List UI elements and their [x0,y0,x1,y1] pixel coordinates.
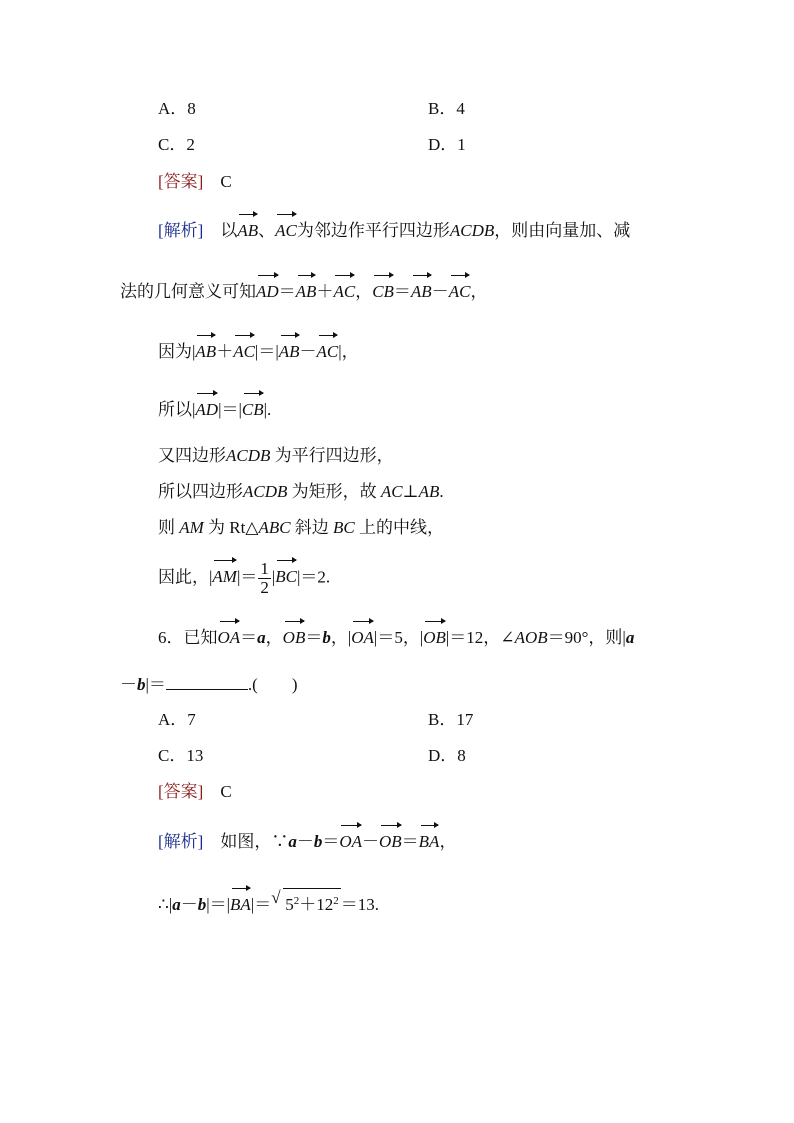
q5-option-a: A．8 [158,99,196,118]
q5-explain-line-3: 因为|AB＋AC|＝|AB－AC|， [158,338,359,364]
vector-ab: AB [237,217,258,243]
vector-symbol: AC [233,338,255,364]
vector-symbol: CB [242,396,264,422]
vector-ad: AD [256,278,279,304]
q5-explain-line-8: 因此，|AM|＝ $\frac{1}{2}$ |BC|＝2. [158,559,331,597]
answer-value: C [220,172,232,191]
vector-symbol: AC [449,278,471,304]
vector-symbol: OA [339,828,362,854]
fraction-one-half: $\frac{1}{2}$ [260,559,269,597]
q6-option-a: A．7 [158,710,196,729]
vector-symbol: AC [333,278,355,304]
q5-answer [158,170,232,194]
q5-option-d: D．1 [428,135,466,154]
vector-symbol: AB [411,278,432,304]
q6-explain-line-2: ∴|a－b|＝|BA|＝ √ $5^2+12^2 =13$. [158,888,379,917]
q6-stem-line-1: 6．已知OA＝a，OB＝b，|OA|＝5，|OB|＝12，∠AOB＝90°，则|a [158,624,634,650]
q6-explain-line-1: [解析] 如图，∵a－b＝OA－OB＝BA， [158,828,456,854]
q5-explain-line-1: [解析] 以AB、AC为邻边作平行四边形ACDB，则由向量加、减 [158,217,630,243]
vector-symbol: AB [279,338,300,364]
vector-ac: AC [275,217,297,243]
vector-symbol: AD [195,396,218,422]
q5-option-b: B．4 [428,99,465,118]
answer-tag: [答案] [158,172,204,191]
explain-tag: [解析] [158,832,204,851]
q5-explain-line-4: 所以|AD|＝|CB|. [158,396,271,422]
q5-explain-line-6: 所以四边形ACDB 为矩形，故 AC⊥AB. [158,482,444,501]
q5-option-c: C．2 [158,135,195,154]
q5-explain-line-5: 又四边形ACDB 为平行四边形， [158,446,394,465]
explain-tag: [解析] [158,221,204,240]
answer-value: C [220,782,232,801]
q6-option-b: B．17 [428,710,474,729]
square-root: √ $5^2+12^2$ [271,888,341,917]
vector-oa: OA [218,624,241,650]
vector-symbol: OA [351,624,374,650]
answer-tag: [答案] [158,782,204,801]
q5-explain-line-7: 则 AM 为 Rt△ABC 斜边 BC 上的中线， [158,518,445,537]
vector-symbol: AB [296,278,317,304]
vector-am: AM [212,563,237,589]
vector-symbol: OB [423,624,446,650]
vector-symbol: OB [379,828,402,854]
vector-cb: CB [372,278,394,304]
q6-stem-line-2: －b|＝ .( ) [120,675,298,694]
q6-answer [158,780,232,804]
q5-explain-line-2: 法的几何意义可知AD＝AB＋AC，CB＝AB－AC， [120,278,487,304]
vector-bc: BC [275,563,297,589]
vector-symbol: BA [230,891,251,917]
q6-option-c: C．13 [158,746,204,765]
vector-symbol: AB [195,338,216,364]
vector-ba: BA [419,828,440,854]
vector-ob: OB [283,624,306,650]
answer-blank [166,673,248,690]
vector-symbol: AC [317,338,339,364]
q6-option-d: D．8 [428,746,466,765]
